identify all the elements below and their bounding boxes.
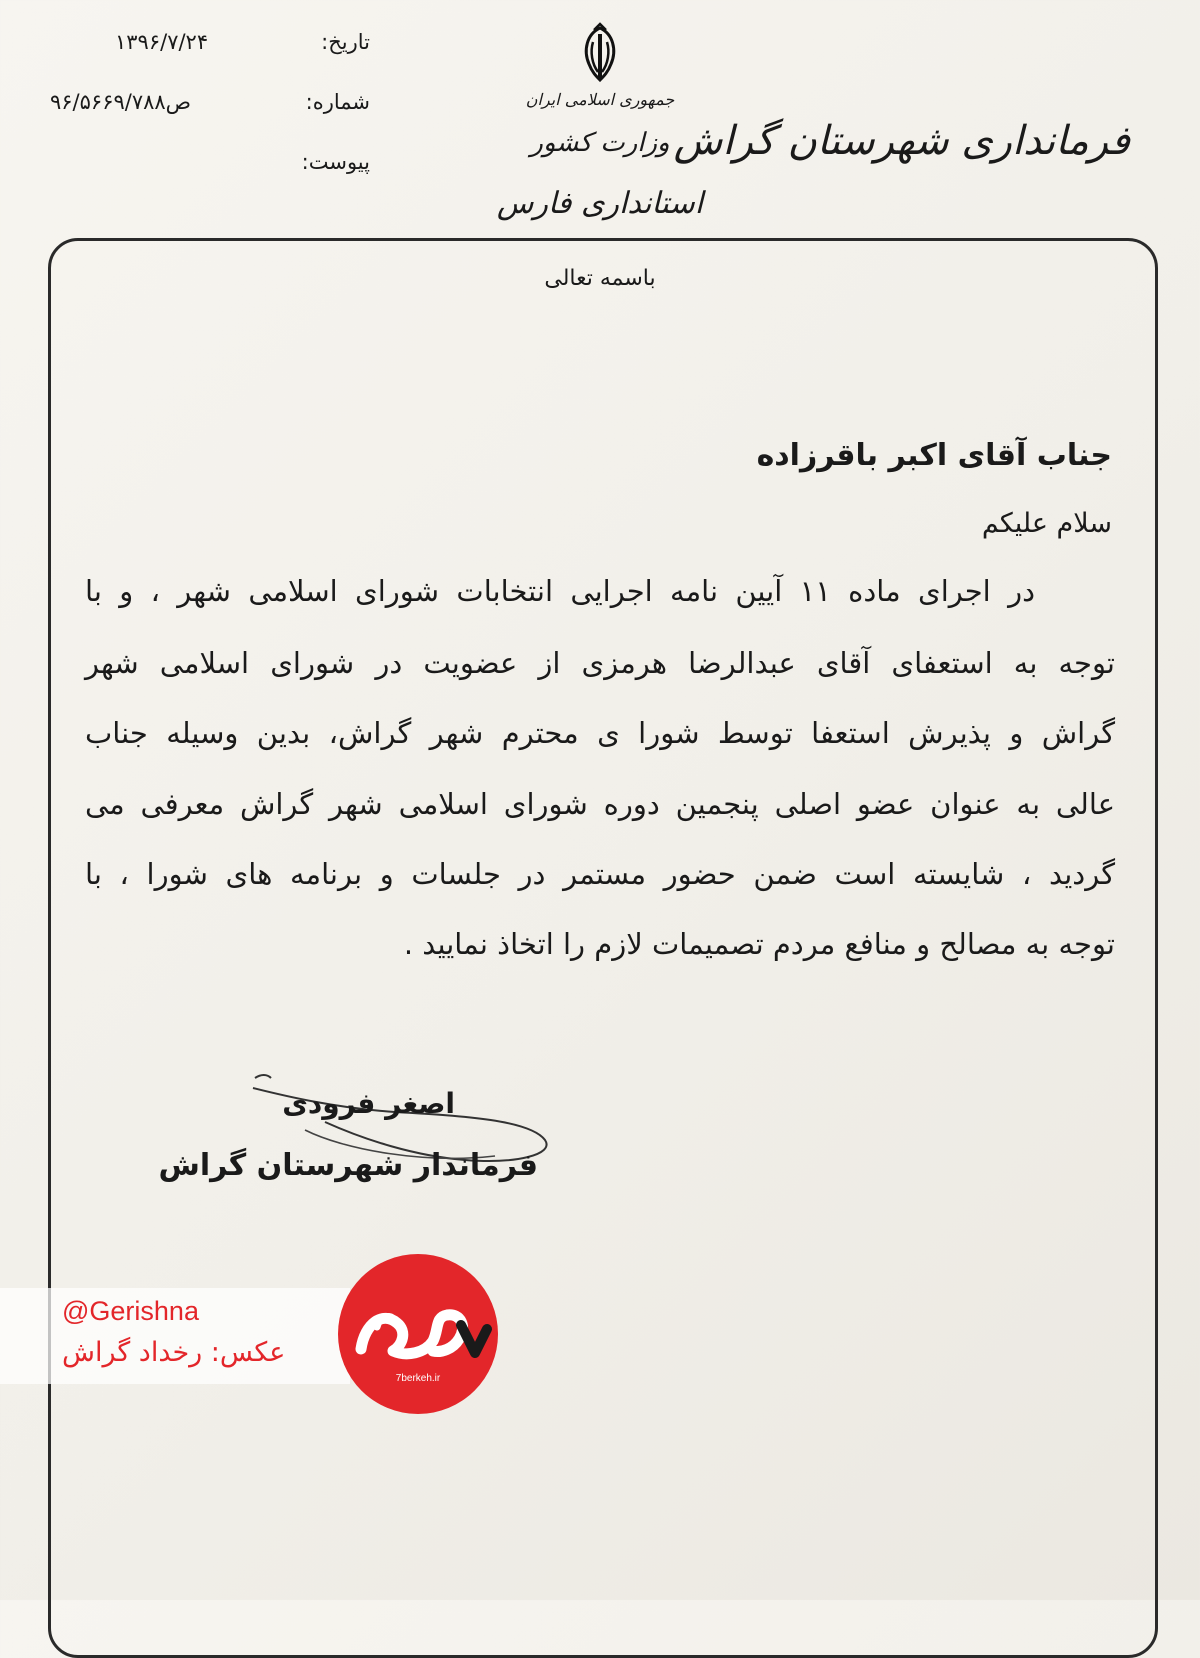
bismillah: باسمه تعالی xyxy=(544,266,656,291)
body-line: گراش و پذیرش استعفا توسط شورا ی محترم شهر گراش، بدین وسیله جناب xyxy=(85,716,1115,750)
date-value: ۱۳۹۶/۷/۲۴ xyxy=(115,30,209,54)
signer-title: فرماندار شهرستان گراش xyxy=(158,1148,538,1183)
body-line: گردید ، شایسته است ضمن حضور مستمر در جلسات و برنامه های شورا ، با xyxy=(85,857,1115,891)
number-label: شماره: xyxy=(305,90,370,114)
logo-site-text: 7berkeh.ir xyxy=(395,1373,441,1384)
province-name: استانداری فارس xyxy=(496,186,704,221)
ministry-name: وزارت کشور xyxy=(530,128,670,158)
date-label: تاریخ: xyxy=(321,30,370,54)
emblem-caption: جمهوری اسلامی ایران xyxy=(525,90,675,109)
body-line: در اجرای ماده ۱۱ آیین نامه اجرایی انتخابات شورای اسلامی شهر ، و با xyxy=(85,574,1035,608)
date-row xyxy=(40,30,370,70)
office-title: فرمانداری شهرستان گراش xyxy=(673,118,1130,164)
greeting: سلام علیکم xyxy=(981,508,1112,539)
addressee: جناب آقای اکبر باقرزاده xyxy=(756,438,1112,473)
watermark-handle: @Gerishna xyxy=(62,1296,199,1326)
7berkeh-logo-icon xyxy=(337,1253,499,1415)
iran-emblem-icon xyxy=(565,20,635,90)
photo-credit: عکس: رخداد گراش xyxy=(62,1337,286,1368)
body-line: عالی به عنوان عضو اصلی پنجمین دوره شورای اسلامی شهر گراش معرفی می xyxy=(85,787,1115,821)
signer-name: اصغر فرودی xyxy=(282,1087,455,1120)
number-value: ص۹۶/۵۶۶۹/۷۸۸ xyxy=(50,90,192,114)
attachment-label: پیوست: xyxy=(301,150,370,174)
body-line: توجه به مصالح و منافع مردم تصمیمات لازم را اتخاذ نمایید . xyxy=(403,927,1115,961)
number-row xyxy=(40,90,370,130)
body-line: توجه به استعفای آقای عبدالرضا هرمزی از عضویت در شورای اسلامی شهر xyxy=(85,646,1115,680)
attachment-row xyxy=(40,150,370,190)
